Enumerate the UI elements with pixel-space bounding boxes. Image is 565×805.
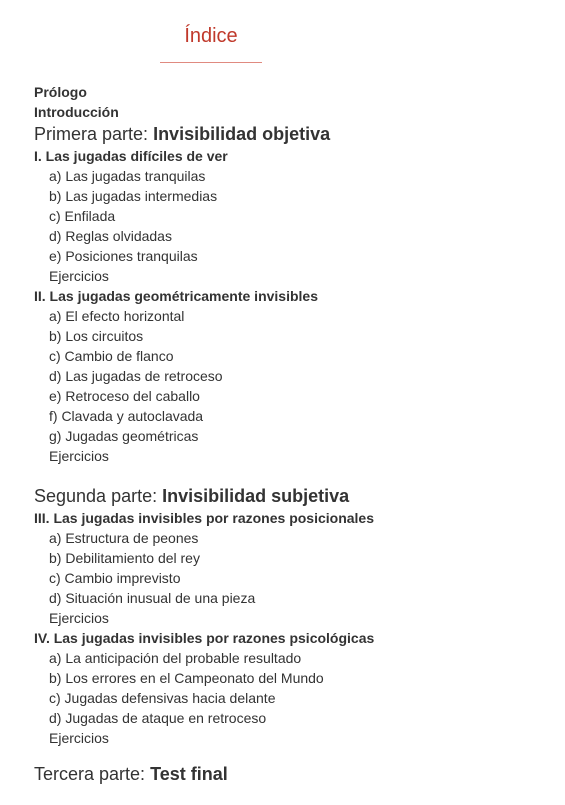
toc-part-heading[interactable]: [34, 122, 554, 146]
toc-item[interactable]: f) Clavada y autoclavada: [49, 408, 204, 424]
toc-part-heading[interactable]: [34, 484, 554, 508]
toc-chapter[interactable]: II. Las jugadas geométricamente invisibles: [34, 288, 318, 304]
part-name: Test final: [150, 764, 228, 784]
toc-item[interactable]: c) Jugadas defensivas hacia delante: [49, 690, 276, 706]
part-name: Invisibilidad objetiva: [153, 124, 331, 144]
toc-item[interactable]: g) Jugadas geométricas: [49, 428, 199, 444]
toc-item[interactable]: b) Los errores en el Campeonato del Mundo: [49, 670, 324, 686]
toc-item[interactable]: a) La anticipación del probable resultado: [49, 650, 302, 666]
toc-item[interactable]: a) Las jugadas tranquilas: [49, 168, 206, 184]
toc-chapter[interactable]: I. Las jugadas difíciles de ver: [34, 148, 228, 164]
section-spacer: [34, 466, 554, 484]
part-name: Invisibilidad subjetiva: [162, 486, 350, 506]
toc-item[interactable]: b) Las jugadas intermedias: [49, 188, 218, 204]
toc-item[interactable]: b) Los circuitos: [49, 328, 144, 344]
toc-item[interactable]: c) Enfilada: [49, 208, 116, 224]
toc-item[interactable]: e) Posiciones tranquilas: [49, 248, 198, 264]
toc-item[interactable]: d) Jugadas de ataque en retroceso: [49, 710, 267, 726]
toc-entry-front[interactable]: Introducción: [34, 104, 119, 120]
table-of-contents: [34, 82, 554, 786]
toc-part-heading[interactable]: [34, 762, 554, 786]
toc-item[interactable]: d) Situación inusual de una pieza: [49, 590, 256, 606]
toc-item[interactable]: a) Estructura de peones: [49, 530, 199, 546]
toc-chapter[interactable]: III. Las jugadas invisibles por razones posicionales: [34, 510, 374, 526]
toc-item-exercises[interactable]: Ejercicios: [49, 730, 109, 746]
toc-item[interactable]: a) El efecto horizontal: [49, 308, 185, 324]
toc-item[interactable]: d) Reglas olvidadas: [49, 228, 172, 244]
toc-item-exercises[interactable]: Ejercicios: [49, 268, 109, 284]
part-prefix: Primera parte:: [34, 124, 149, 144]
section-spacer: [34, 748, 554, 762]
toc-chapter[interactable]: IV. Las jugadas invisibles por razones psicológicas: [34, 630, 375, 646]
part-prefix: Segunda parte:: [34, 486, 158, 506]
toc-item[interactable]: e) Retroceso del caballo: [49, 388, 200, 404]
toc-entry-front[interactable]: Prólogo: [34, 84, 87, 100]
toc-item[interactable]: c) Cambio imprevisto: [49, 570, 181, 586]
part-prefix: Tercera parte:: [34, 764, 146, 784]
toc-item-exercises[interactable]: Ejercicios: [49, 448, 109, 464]
toc-item[interactable]: c) Cambio de flanco: [49, 348, 174, 364]
toc-item[interactable]: b) Debilitamiento del rey: [49, 550, 200, 566]
title-underline: [160, 62, 262, 63]
toc-item-exercises[interactable]: Ejercicios: [49, 610, 109, 626]
toc-item[interactable]: d) Las jugadas de retroceso: [49, 368, 223, 384]
page-title: Índice: [184, 25, 238, 47]
